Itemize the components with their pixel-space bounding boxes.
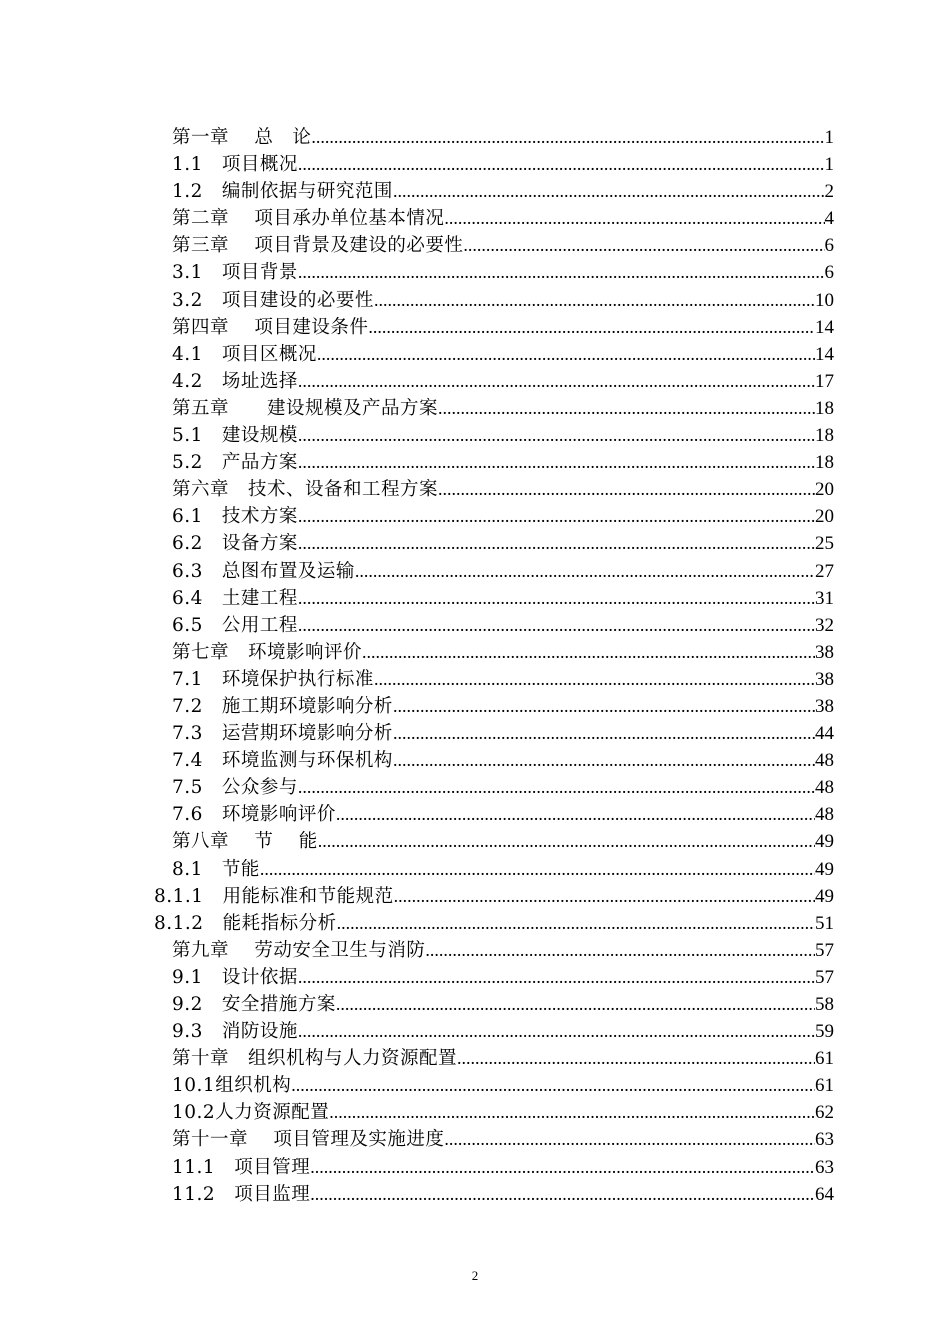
toc-entry-title: 3.1 项目背景 bbox=[172, 262, 298, 284]
toc-entry-page-number: 10 bbox=[815, 289, 834, 311]
toc-entry-line bbox=[172, 124, 834, 151]
toc-entry-title: 11.1 项目管理 bbox=[172, 1156, 311, 1178]
toc-entry-page-number: 20 bbox=[815, 506, 834, 528]
toc-entry-line bbox=[172, 314, 834, 341]
toc-entry[interactable] bbox=[0, 530, 950, 557]
toc-dot-leader bbox=[337, 910, 815, 937]
toc-entry-line bbox=[172, 1099, 834, 1126]
toc-entry-page-number: 48 bbox=[815, 750, 834, 772]
toc-dot-leader bbox=[298, 1018, 815, 1045]
toc-dot-leader bbox=[444, 205, 824, 232]
toc-entry[interactable] bbox=[0, 828, 950, 855]
toc-entry-page-number: 48 bbox=[815, 804, 834, 826]
toc-entry-line bbox=[172, 151, 834, 178]
toc-dot-leader bbox=[298, 964, 815, 991]
toc-entry-title: 10.1组织机构 bbox=[172, 1075, 292, 1097]
toc-entry-page-number: 49 bbox=[815, 831, 834, 853]
toc-entry-page-number: 44 bbox=[815, 723, 834, 745]
toc-entry-line bbox=[172, 422, 834, 449]
toc-entry[interactable] bbox=[0, 612, 950, 639]
toc-entry-page-number: 38 bbox=[815, 641, 834, 663]
toc-entry[interactable] bbox=[0, 693, 950, 720]
toc-dot-leader bbox=[298, 774, 815, 801]
toc-dot-leader bbox=[463, 232, 824, 259]
toc-entry[interactable] bbox=[0, 1045, 950, 1072]
toc-entry-page-number: 31 bbox=[815, 587, 834, 609]
toc-entry-page-number: 38 bbox=[815, 695, 834, 717]
toc-entry-title: 6.4 土建工程 bbox=[172, 587, 298, 609]
toc-entry-line bbox=[172, 964, 834, 991]
toc-dot-leader bbox=[368, 314, 815, 341]
toc-entry-line bbox=[154, 910, 834, 937]
toc-dot-leader bbox=[329, 1099, 815, 1126]
toc-entry[interactable] bbox=[0, 151, 950, 178]
toc-dot-leader bbox=[393, 720, 815, 747]
toc-dot-leader bbox=[298, 368, 815, 395]
toc-entry[interactable] bbox=[0, 801, 950, 828]
toc-entry-title: 第三章 项目背景及建设的必要性 bbox=[172, 235, 464, 257]
toc-dot-leader bbox=[457, 1045, 815, 1072]
toc-entry-line bbox=[172, 476, 834, 503]
toc-entry-line bbox=[172, 205, 834, 232]
toc-dot-leader bbox=[336, 801, 815, 828]
toc-entry-line bbox=[172, 666, 834, 693]
toc-entry-page-number: 14 bbox=[815, 316, 834, 338]
toc-dot-leader bbox=[298, 449, 815, 476]
toc-dot-leader bbox=[310, 1154, 815, 1181]
toc-entry-line bbox=[172, 1181, 834, 1208]
toc-entry[interactable] bbox=[0, 476, 950, 503]
toc-entry-line bbox=[172, 937, 834, 964]
toc-entry-page-number: 17 bbox=[815, 370, 834, 392]
toc-entry-page-number: 1 bbox=[824, 154, 834, 176]
toc-entry-line bbox=[172, 178, 834, 205]
toc-dot-leader bbox=[444, 1126, 815, 1153]
toc-entry[interactable] bbox=[0, 259, 950, 286]
toc-entry-title: 8.1.1 用能标准和节能规范 bbox=[154, 885, 394, 907]
footer-page-number: 2 bbox=[471, 1268, 479, 1283]
toc-entry-line bbox=[172, 639, 834, 666]
toc-entry-page-number: 61 bbox=[815, 1048, 834, 1070]
toc-entry[interactable] bbox=[0, 964, 950, 991]
toc-entry-title: 7.4 环境监测与环保机构 bbox=[172, 750, 393, 772]
toc-entry-title: 10.2人力资源配置 bbox=[172, 1102, 330, 1124]
toc-entry-title: 8.1.2 能耗指标分析 bbox=[154, 912, 337, 934]
toc-entry[interactable] bbox=[0, 314, 950, 341]
toc-entry-title: 5.1 建设规模 bbox=[172, 425, 298, 447]
toc-entry-page-number: 62 bbox=[815, 1102, 834, 1124]
toc-entry-line bbox=[172, 1045, 834, 1072]
toc-entry-line bbox=[172, 503, 834, 530]
toc-entry-line bbox=[172, 828, 834, 855]
toc-entry-page-number: 1 bbox=[824, 127, 834, 148]
toc-entry-page-number: 48 bbox=[815, 777, 834, 799]
toc-entry-line bbox=[172, 856, 834, 883]
toc-entry-line bbox=[172, 395, 834, 422]
toc-entry-page-number: 14 bbox=[815, 343, 834, 365]
toc-entry[interactable] bbox=[0, 422, 950, 449]
toc-entry-title: 6.5 公用工程 bbox=[172, 614, 298, 636]
toc-entry-line bbox=[172, 585, 834, 612]
toc-entry-page-number: 49 bbox=[815, 858, 834, 880]
toc-entry-title: 1.1 项目概况 bbox=[172, 154, 298, 176]
toc-entry[interactable] bbox=[0, 747, 950, 774]
toc-dot-leader bbox=[355, 558, 815, 585]
toc-entry-page-number: 27 bbox=[815, 560, 834, 582]
toc-entry-line bbox=[172, 1072, 834, 1099]
toc-entry[interactable] bbox=[0, 910, 950, 937]
toc-entry-page-number: 64 bbox=[815, 1183, 834, 1205]
toc-dot-leader bbox=[291, 1072, 815, 1099]
toc-entry-page-number: 2 bbox=[824, 181, 834, 203]
toc-entry-line bbox=[172, 259, 834, 286]
toc-dot-leader bbox=[298, 585, 815, 612]
toc-dot-leader bbox=[362, 639, 815, 666]
toc-entry-page-number: 57 bbox=[815, 966, 834, 988]
toc-dot-leader bbox=[311, 124, 824, 151]
table-of-contents bbox=[0, 124, 950, 1208]
toc-entry-title: 6.3 总图布置及运输 bbox=[172, 560, 355, 582]
toc-dot-leader bbox=[393, 178, 825, 205]
toc-dot-leader bbox=[438, 395, 815, 422]
toc-entry[interactable] bbox=[0, 720, 950, 747]
toc-entry-title: 9.3 消防设施 bbox=[172, 1021, 298, 1043]
toc-entry-line bbox=[172, 341, 834, 368]
toc-entry-title: 7.5 公众参与 bbox=[172, 777, 298, 799]
toc-entry[interactable] bbox=[0, 639, 950, 666]
toc-entry-line bbox=[172, 530, 834, 557]
toc-entry-title: 4.2 场址选择 bbox=[172, 370, 298, 392]
toc-entry-line bbox=[172, 612, 834, 639]
toc-entry-title: 第四章 项目建设条件 bbox=[172, 316, 369, 338]
toc-entry[interactable] bbox=[0, 666, 950, 693]
toc-entry[interactable] bbox=[0, 991, 950, 1018]
toc-dot-leader bbox=[260, 856, 815, 883]
toc-entry-title: 第十一章 项目管理及实施进度 bbox=[172, 1129, 445, 1151]
toc-entry-line bbox=[172, 801, 834, 828]
toc-dot-leader bbox=[298, 151, 825, 178]
toc-entry-line bbox=[154, 883, 834, 910]
toc-dot-leader bbox=[374, 287, 815, 314]
toc-dot-leader bbox=[310, 1181, 815, 1208]
toc-entry-page-number: 59 bbox=[815, 1021, 834, 1043]
toc-entry-page-number: 61 bbox=[815, 1075, 834, 1097]
toc-entry-title: 3.2 项目建设的必要性 bbox=[172, 289, 374, 311]
toc-entry-title: 4.1 项目区概况 bbox=[172, 343, 317, 365]
toc-entry-title: 1.2 编制依据与研究范围 bbox=[172, 181, 393, 203]
toc-entry[interactable] bbox=[0, 368, 950, 395]
toc-entry-title: 第一章 总 论 bbox=[172, 127, 312, 148]
toc-entry-title: 5.2 产品方案 bbox=[172, 452, 298, 474]
toc-dot-leader bbox=[425, 937, 815, 964]
toc-dot-leader bbox=[438, 476, 815, 503]
toc-entry-title: 9.2 安全措施方案 bbox=[172, 994, 336, 1015]
toc-dot-leader bbox=[298, 612, 815, 639]
toc-entry-line bbox=[172, 232, 834, 259]
toc-entry[interactable] bbox=[0, 503, 950, 530]
toc-entry[interactable] bbox=[0, 558, 950, 585]
toc-entry-title: 8.1 节能 bbox=[172, 858, 260, 880]
toc-entry-line bbox=[172, 720, 834, 747]
toc-entry-page-number: 51 bbox=[815, 912, 834, 934]
toc-entry[interactable] bbox=[0, 774, 950, 801]
toc-entry-page-number: 57 bbox=[815, 939, 834, 961]
toc-dot-leader bbox=[298, 503, 815, 530]
toc-entry-line bbox=[172, 449, 834, 476]
toc-entry-page-number: 18 bbox=[815, 425, 834, 447]
toc-entry-page-number: 18 bbox=[815, 452, 834, 474]
toc-entry-line bbox=[172, 1154, 834, 1181]
toc-entry-line bbox=[172, 368, 834, 395]
toc-entry-line bbox=[172, 287, 834, 314]
toc-entry-page-number: 6 bbox=[824, 262, 834, 284]
toc-entry-title: 第十章 组织机构与人力资源配置 bbox=[172, 1048, 458, 1070]
toc-entry-page-number: 20 bbox=[815, 479, 834, 501]
toc-entry-page-number: 58 bbox=[815, 994, 834, 1015]
toc-entry[interactable] bbox=[0, 1099, 950, 1126]
toc-entry-page-number: 4 bbox=[824, 208, 834, 230]
toc-entry[interactable] bbox=[0, 1126, 950, 1153]
toc-entry-title: 第八章 节 能 bbox=[172, 831, 318, 853]
toc-entry-title: 第六章 技术、设备和工程方案 bbox=[172, 479, 439, 501]
toc-entry-title: 6.1 技术方案 bbox=[172, 506, 298, 528]
toc-entry[interactable] bbox=[0, 1018, 950, 1045]
toc-dot-leader bbox=[298, 259, 825, 286]
toc-dot-leader bbox=[298, 422, 815, 449]
toc-entry[interactable] bbox=[0, 883, 950, 910]
toc-dot-leader bbox=[336, 991, 815, 1018]
toc-dot-leader bbox=[317, 341, 815, 368]
toc-entry-page-number: 49 bbox=[815, 885, 834, 907]
toc-entry-title: 第九章 劳动安全卫生与消防 bbox=[172, 939, 426, 961]
toc-entry-line bbox=[172, 693, 834, 720]
toc-entry-title: 7.1 环境保护执行标准 bbox=[172, 668, 374, 690]
toc-entry[interactable] bbox=[0, 1181, 950, 1208]
toc-entry-page-number: 25 bbox=[815, 533, 834, 555]
toc-entry[interactable] bbox=[0, 585, 950, 612]
toc-dot-leader bbox=[393, 693, 815, 720]
toc-entry-title: 第二章 项目承办单位基本情况 bbox=[172, 208, 445, 230]
toc-entry[interactable] bbox=[0, 232, 950, 259]
toc-entry-title: 第五章 建设规模及产品方案 bbox=[172, 397, 439, 419]
toc-entry[interactable] bbox=[0, 341, 950, 368]
toc-dot-leader bbox=[298, 530, 815, 557]
toc-entry-line bbox=[172, 1018, 834, 1045]
toc-entry-line bbox=[172, 1126, 834, 1153]
toc-entry-line bbox=[172, 558, 834, 585]
toc-entry-page-number: 63 bbox=[815, 1156, 834, 1178]
toc-entry[interactable] bbox=[0, 937, 950, 964]
toc-entry-page-number: 18 bbox=[815, 397, 834, 419]
toc-dot-leader bbox=[374, 666, 815, 693]
toc-entry[interactable] bbox=[0, 395, 950, 422]
toc-entry-line bbox=[172, 991, 834, 1018]
toc-entry[interactable] bbox=[0, 124, 950, 151]
toc-entry-title: 6.2 设备方案 bbox=[172, 533, 298, 555]
toc-entry-line bbox=[172, 747, 834, 774]
toc-entry[interactable] bbox=[0, 178, 950, 205]
toc-entry-page-number: 32 bbox=[815, 614, 834, 636]
toc-entry[interactable] bbox=[0, 205, 950, 232]
toc-entry[interactable] bbox=[0, 1154, 950, 1181]
toc-dot-leader bbox=[394, 883, 815, 910]
toc-entry-title: 11.2 项目监理 bbox=[172, 1183, 311, 1205]
toc-entry-page-number: 6 bbox=[824, 235, 834, 257]
toc-entry-title: 7.3 运营期环境影响分析 bbox=[172, 723, 393, 745]
toc-entry[interactable] bbox=[0, 449, 950, 476]
toc-entry-page-number: 63 bbox=[815, 1129, 834, 1151]
toc-entry[interactable] bbox=[0, 856, 950, 883]
toc-entry-title: 7.2 施工期环境影响分析 bbox=[172, 695, 393, 717]
toc-entry[interactable] bbox=[0, 1072, 950, 1099]
toc-entry-title: 7.6 环境影响评价 bbox=[172, 804, 336, 826]
toc-entry-title: 9.1 设计依据 bbox=[172, 966, 298, 988]
toc-entry[interactable] bbox=[0, 287, 950, 314]
toc-entry-page-number: 38 bbox=[815, 668, 834, 690]
toc-dot-leader bbox=[393, 747, 815, 774]
toc-entry-title: 第七章 环境影响评价 bbox=[172, 641, 363, 663]
toc-entry-line bbox=[172, 774, 834, 801]
toc-dot-leader bbox=[318, 828, 815, 855]
